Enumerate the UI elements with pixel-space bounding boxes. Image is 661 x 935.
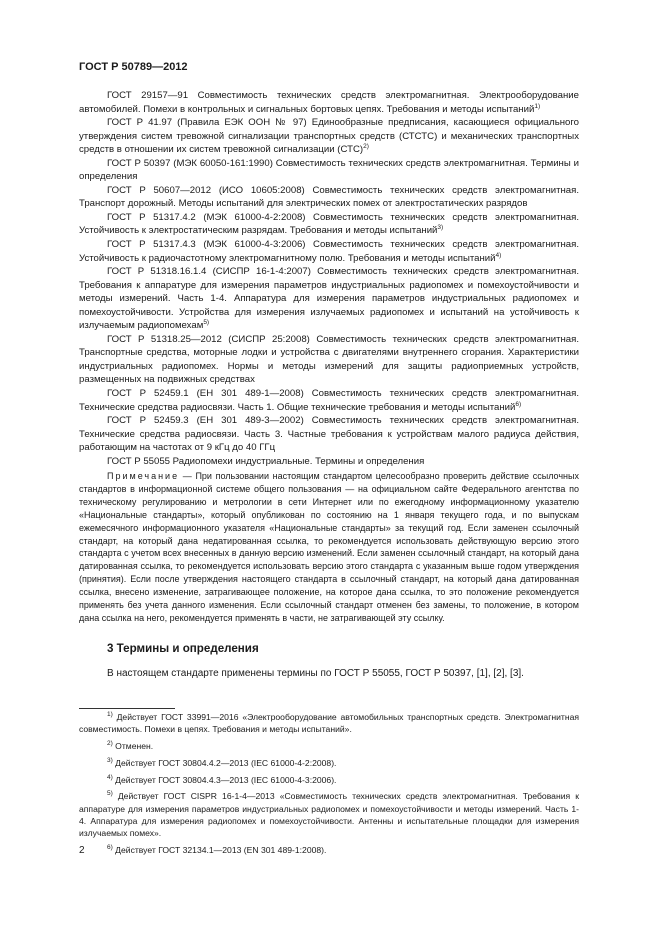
reference-item: ГОСТ Р 50397 (МЭК 60050-161:1990) Совместимость технических средств электромагнитная. Термины и определения xyxy=(79,157,579,183)
footnote-mark: 6) xyxy=(107,844,113,852)
reference-item: ГОСТ Р 51317.4.2 (МЭК 61000-4-2:2008) Совместимость технических средств электромагнитная. Устойчивость к электростатическим разрядам. Требования и методы испытаний$^{3)}$ xyxy=(79,211,579,237)
reference-item: ГОСТ Р 51317.4.3 (МЭК 61000-4-3:2006) Совместимость технических средств электромагнитная. Устойчивость к радиочастотному электромагнитному полю. Требования и методы испытаний$^{4)}$ xyxy=(79,239,579,264)
page-number: 2 xyxy=(79,845,85,856)
section-heading: 3 Термины и определения xyxy=(107,642,259,655)
footnote-mark: 3) xyxy=(107,756,113,764)
footnote-mark: 5) xyxy=(107,790,113,798)
footnote-mark: 4) xyxy=(495,251,502,259)
footnote-mark: 4) xyxy=(107,773,113,781)
footnote-mark: 1) xyxy=(107,711,113,719)
reference-item: ГОСТ Р 50607—2012 (ИСО 10605:2008) Совместимость технических средств электромагнитная. Транспорт дорожный. Методы испытаний для электрических помех от электростатических разрядов xyxy=(79,184,579,210)
reference-item: ГОСТ Р 55055 Радиопомехи индустриальные. Термины и определения xyxy=(107,455,425,467)
reference-item: ГОСТ Р 51318.16.1.4 (СИСПР 16-1-4:2007) Совместимость технических средств электромагнитная. Требования к аппаратуре для измерения параметров индустриальных радиопомех и помехоустойчивости и методы измерений. Часть 1-4. Аппаратура для измерения параметров индустриальных радиопомех и помехоустойчивости. Устройства для измерения излучаемых радиопомех и испытаний на устойчивость к излучаемым радиопомехам$^{5)}$ xyxy=(79,266,579,332)
footnote-item: $^{3)}$ Действует ГОСТ 30804.4.2—2013 (IEC 61000-4-2:2008). xyxy=(107,756,337,768)
footnote-mark: 2) xyxy=(107,740,113,748)
reference-item: ГОСТ Р 52459.3 (ЕН 301 489-3—2002) Совместимость технических средств электромагнитная. Технические средства радиосвязи. Часть 3. Частные требования к устройствам малого радиуса действия, работающим на частотах от 9 кГц до 40 ГГц xyxy=(79,415,579,454)
note-paragraph xyxy=(79,470,579,625)
footnote-mark: 1) xyxy=(534,102,541,110)
footnote-item: $^{4)}$ Действует ГОСТ 30804.4.3—2013 (IEC 61000-4-3:2006). xyxy=(107,773,337,785)
footnotes-list xyxy=(79,711,579,861)
footnote-item: $^{2)}$ Отменен. xyxy=(107,740,154,752)
normative-references-list xyxy=(79,89,579,468)
document-id-header: ГОСТ Р 50789—2012 xyxy=(79,61,188,73)
footnote-item: $^{1)}$ Действует ГОСТ 33991—2016 «Электрооборудование автомобильных транспортных средств. Электромагнитная совместимость. Помехи в цепях. Требования и методы испытаний». xyxy=(79,711,579,735)
footnote-item: $^{5)}$ Действует ГОСТ CISPR 16-1-4—2013 «Совместимость технических средств электромагнитная. Требования к аппаратуре для измерения параметров индустриальных радиопомех и помехоустойчивости и методы измерений. Часть 1-4. Аппаратура для измерения радиопомех и помехоустойчивости. Антенны и испытательные площадки для измерения излучаемых помех». xyxy=(79,790,579,839)
reference-item: ГОСТ Р 51318.25—2012 (СИСПР 25:2008) Совместимость технических средств электромагнитная. Транспортные средства, моторные лодки и устройства с двигателями внутреннего сгорания. Характеристики индустриальных радиопомех. Нормы и методы измерений для защиты радиоприемных устройств, размещенных на подвижных средствах xyxy=(79,333,579,386)
footnote-mark: 2) xyxy=(363,143,369,150)
note-text: — При пользовании настоящим стандартом целесообразно проверить действие ссылочных стандартов в информационной системе общего пользования — на официальном сайте Федерального агентства по техническому регулированию и метрологии в сети Интернет или по ежегодному информационному указателю «Национальные стандарты», который опубликован по состоянию на 1 января текущего года, и по выпускам ежемесячного информационного указателя «Национальные стандарты» за текущий год. Если заменен ссылочный стандарт, на который дана недатированная ссылка, то рекомендуется использовать действующую версию этого стандарта с учетом всех внесенных в данную версию изменений. Если заменен ссылочный стандарт, на который дана датированная ссылка, то рекомендуется использовать версию этого стандарта с указанным выше годом утверждения (принятия). Если после утверждения настоящего стандарта в ссылочный стандарт, на который дана датированная ссылка, внесено изменение, затрагивающее положение, на которое дана ссылка, то это положение рекомендуется применять без учета данного изменения. Если ссылочный стандарт отменен без замены, то положение, в котором дана ссылка на него, рекомендуется применять в части, не затрагивающей эту ссылку. xyxy=(79,471,579,623)
footnote-mark: 5) xyxy=(203,319,210,327)
footnote-item: $^{6)}$ Действует ГОСТ 32134.1—2013 (EN 301 489-1:2008). xyxy=(107,844,327,856)
reference-item: ГОСТ Р 52459.1 (ЕН 301 489-1—2008) Совместимость технических средств электромагнитная. Технические средства радиосвязи. Часть 1. Общие технические требования и методы испытаний$^{6)}$ xyxy=(79,388,579,413)
note-label: Примечание xyxy=(107,471,180,481)
footnote-separator xyxy=(79,708,175,709)
reference-item: ГОСТ Р 41.97 (Правила ЕЭК ООН № 97) Единообразные предписания, касающиеся официального утверждения систем тревожной сигнализации транспортных средств (СТСТС) и механических транспортных средств в отношении их систем тревожной сигнализации (СТС)$^{2)}$ xyxy=(79,117,579,156)
footnote-mark: 6) xyxy=(515,400,522,408)
footnote-mark: 3) xyxy=(437,224,444,232)
reference-item: ГОСТ 29157—91 Совместимость технических средств электромагнитная. Электрооборудование автомобилей. Помехи в контрольных и сигнальных бортовых цепях. Требования и методы испытаний$^{1)}$ xyxy=(79,90,579,115)
section-body-text: В настоящем стандарте применены термины по ГОСТ Р 55055, ГОСТ Р 50397, [1], [2], [3]. xyxy=(107,668,524,679)
